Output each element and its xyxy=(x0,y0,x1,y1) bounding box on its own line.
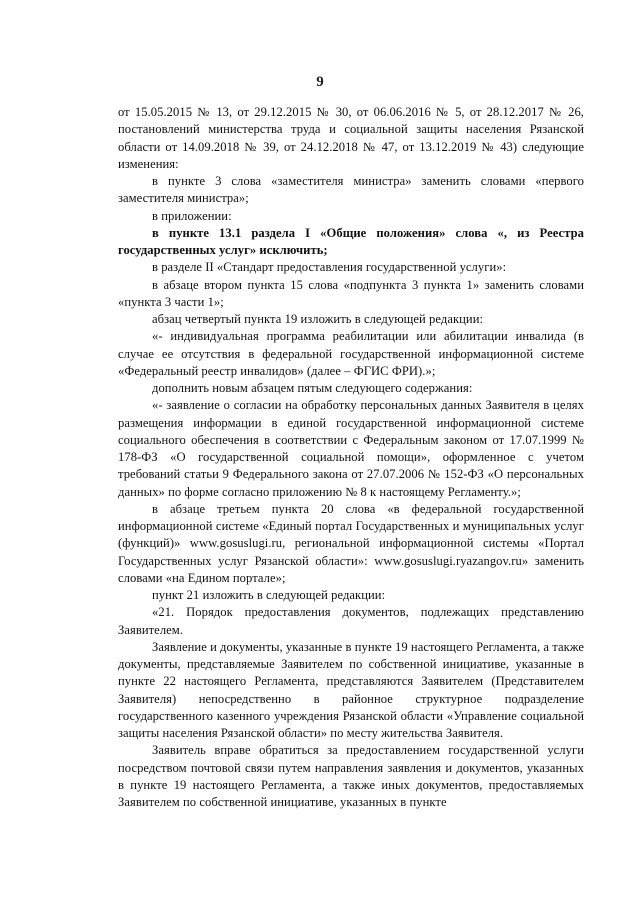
page-number: 9 xyxy=(316,74,324,90)
paragraph-2: в пункте 3 слова «заместителя министра» заменить словами «первого заместителя министра»; xyxy=(118,174,584,206)
paragraph-4: в пункте 13.1 раздела I «Общие положения» слова «, из Реестра государственных услуг» исключить; xyxy=(118,225,584,257)
paragraph-11: в абзаце третьем пункта 20 слова «в федеральной государственной информационной системе «Единый портал Государственных и муниципальных услуг (функций)» www.gosuslugi.ru, региональной информационной системы «Портал Государственных услуг Рязанской области»: www.gosuslugi.ryazangov.ru» заменить словами «на Едином портале»; xyxy=(118,501,584,585)
paragraph-3: в приложении: xyxy=(152,208,232,223)
document-body xyxy=(118,104,584,811)
paragraph-9: дополнить новым абзацем пятым следующего содержания: xyxy=(152,381,473,395)
paragraph-15: Заявитель вправе обратиться за предоставлением государственной услуги посредством почтовой связи путем направления заявления и документов, указанных в пункте 19 настоящего Регламента, а также иных документов, предоставляемых Заявителем по собственной инициативе, указанных в пункте xyxy=(118,743,584,809)
paragraph-5: в разделе II «Стандарт предоставления государственной услуги»: xyxy=(152,260,507,275)
paragraph-14: Заявление и документы, указанные в пункте 19 настоящего Регламента, а также документы, представляемые Заявителем по собственной инициативе, указанные в пункте 22 настоящего Регламента, представляются Заявителем (Представителем Заявителя) непосредственно в районное структурное подразделение государственного казенного учреждения Рязанской области «Управление социальной защиты населения Рязанской области» по месту жительства Заявителя. xyxy=(118,639,584,740)
paragraph-7: абзац четвертый пункта 19 изложить в следующей редакции: xyxy=(152,312,484,326)
paragraph-12: пункт 21 изложить в следующей редакции: xyxy=(152,588,386,602)
paragraph-6: в абзаце втором пункта 15 слова «подпункта 3 пункта 1» заменить словами «пункта 3 части 1»; xyxy=(118,277,584,309)
paragraph-13: «21. Порядок предоставления документов, подлежащих представлению Заявителем. xyxy=(118,605,584,637)
paragraph-1: от 15.05.2015 № 13, от 29.12.2015 № 30, от 06.06.2016 № 5, от 28.12.2017 № 26, постановлений министерства труда и социальной защиты населения Рязанской области от 14.09.2018 № 39, от 24.12.2018 № 47, от 13.12.2019 № 43) следующие изменения: xyxy=(118,105,584,171)
paragraph-10: «- заявление о согласии на обработку персональных данных Заявителя в целях размещения информации в единой государственной информационной системе социального обеспечения в соответствии с Федеральным законом от 17.07.1999 № 178-ФЗ «О государственной социальной помощи», оформленное с учетом требований статьи 9 Федерального закона от 27.07.2006 № 152-ФЗ «О персональных данных» по форме согласно приложению № 8 к настоящему Регламенту.»; xyxy=(118,398,584,499)
paragraph-8: «- индивидуальная программа реабилитации или абилитации инвалида (в случае ее отсутствия в федеральной государственной информационной системе «Федеральный реестр инвалидов» (далее – ФГИС ФРИ).»; xyxy=(118,329,584,378)
